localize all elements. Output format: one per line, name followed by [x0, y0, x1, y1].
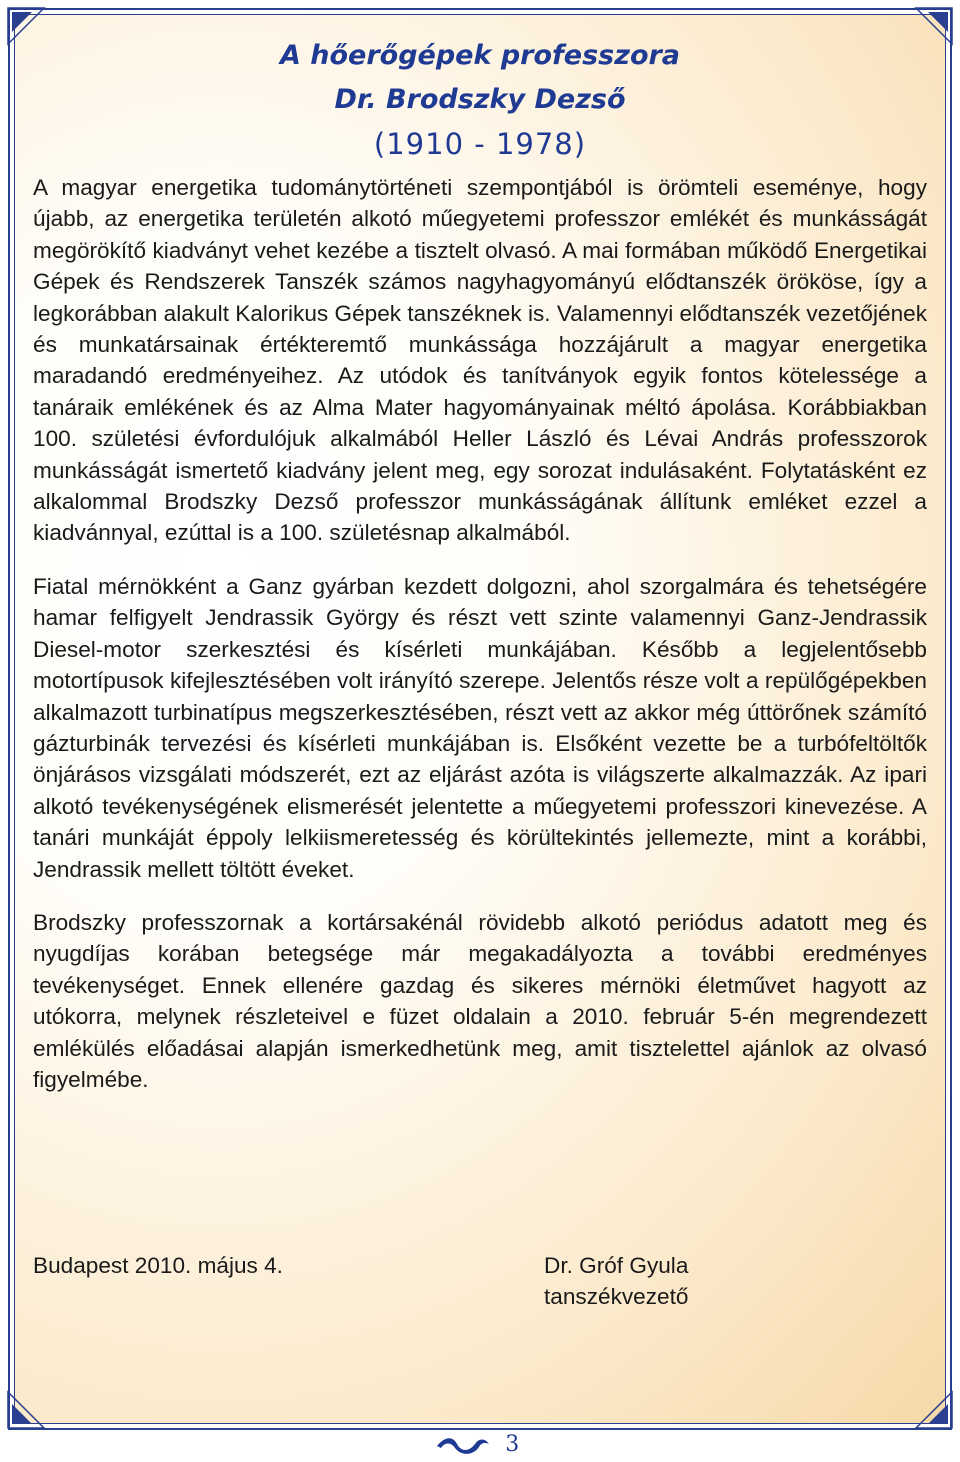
subject-years: (1910 - 1978)	[373, 127, 587, 161]
signer-name: Dr. Gróf Gyula	[544, 1253, 689, 1278]
page-title: A hőerőgépek professzora	[279, 40, 681, 71]
corner-ornament-icon	[914, 1390, 954, 1430]
signer-role: tanszékvezető	[544, 1284, 689, 1309]
signer	[544, 1250, 688, 1312]
document-body	[33, 30, 927, 1095]
paragraph-career: Fiatal mérnökként a Ganz gyárban kezdett dolgozni, ahol szorgalmára és tehetségére hamar felfigyelt Jendrassik György és részt vett szinte valamennyi Ganz-Jendrassik Diesel-motor szerkesztési és kísérleti munkájában. Később a legjelentősebb motortípusok kifejlesztésében volt irányító szerepe. Jelentős része volt a repülőgépekben alkalmazott turbinatípus megszerkesztésében, részt vett az akkor még úttörőnek számító gázturbinák tervezési és kísérleti munkájában is. Elsőként vezette be a turbófeltöltők önjárásos vizsgálati módszerét, ezt az eljárást azóta is világszerte alkalmazzák. Az ipari alkotó tevékenységének elismerését jelentette a műegyetemi professzori kinevezése. A tanári munkáját éppoly lelkiismeretesség és körültekintés jellemezte, mint a korábbi, Jendrassik mellett töltött éveket.	[33, 573, 927, 882]
page-number: 3	[505, 1432, 520, 1457]
subject-name: Dr. Brodszky Dezső	[334, 84, 626, 115]
flourish-ornament-icon	[435, 1434, 495, 1456]
paragraph-legacy: Brodszky professzornak a kortársakénál rövidebb alkotó periódus adatott meg és nyugdíjas korában betegsége már megakadályozta a további eredményes tevékenységet. Ennek ellenére gazdag és sikeres mérnöki életművet hagyott az utókorra, melynek részleteivel e füzet oldalain a 2010. február 5-én megrendezett emlékülés előadásai alapján ismerkedhetünk meg, amit tisztelettel ajánlok az olvasó figyelmébe.	[33, 909, 927, 1092]
corner-ornament-icon	[6, 1390, 46, 1430]
page-footer	[0, 1432, 960, 1457]
place-date: Budapest 2010. május 4.	[33, 1253, 283, 1278]
paragraph-intro: A magyar energetika tudománytörténeti szempontjából is örömteli eseménye, hogy újabb, az energetika területén alkotó műegyetemi professzor emlékét és munkásságát megörökítő kiadványt vehet kezébe a tisztelt olvasó. A mai formában működő Energetikai Gépek és Rendszerek Tanszék számos nagyhagyományú elődtanszék örököse, így a legkorábban alakult Kalorikus Gépek tanszéknek is. Valamennyi elődtanszék vezetőjének és munkatársainak értékteremtő munkássága hozzájárult a magyar energetika maradandó eredményeihez. Az utódok és tanítványok egyik fontos kötelessége a tanáraik emlékének és az Alma Mater hagyományainak méltó ápolása. Korábbiakban 100. születési évfordulójuk alkalmából Heller László és Lévai András professzorok munkásságát ismertető kiadvány jelent meg, egy sorozat indulásaként. Folytatásként ez alkalommal Brodszky Dezső professzor munkásságának állítunk emléket ezzel a kiadvánnyal, ezúttal is a 100. születésnap alkalmából.	[33, 175, 927, 546]
